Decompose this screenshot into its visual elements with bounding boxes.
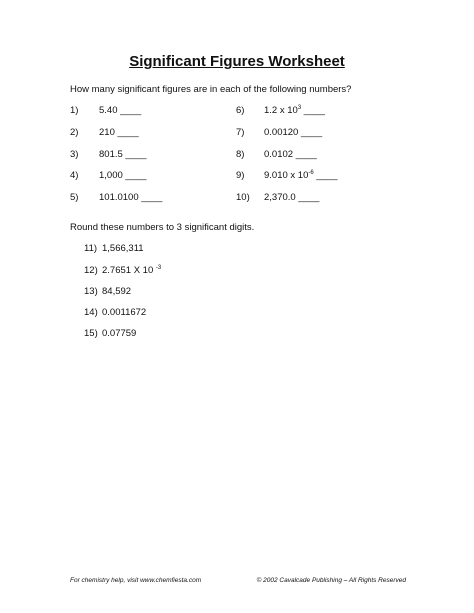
question-number: 12) bbox=[84, 265, 98, 276]
question-value: 0.0011672 bbox=[102, 307, 147, 318]
question-number: 11) bbox=[84, 243, 98, 254]
question-number: 7) bbox=[236, 127, 245, 138]
question-value: 0.07759 bbox=[102, 328, 137, 339]
question-value: 101.0100 ____ bbox=[99, 192, 163, 203]
question-number: 2) bbox=[70, 127, 79, 138]
section2-instruction: Round these numbers to 3 significant digits. bbox=[70, 222, 255, 233]
question-value: 2,370.0 ____ bbox=[264, 192, 320, 203]
question-value: 1.2 x $10^3$ ____ bbox=[264, 104, 325, 116]
question-value: 0.0102 ____ bbox=[264, 149, 317, 160]
question-value: 84,592 bbox=[102, 286, 132, 297]
exponent: -6 bbox=[308, 169, 314, 176]
footer-copyright-text: © 2002 Cavalcade Publishing – All Rights Reserved bbox=[256, 577, 406, 584]
question-number: 4) bbox=[70, 170, 79, 181]
exponent: 3 bbox=[297, 104, 302, 111]
question-number: 6) bbox=[236, 105, 245, 116]
question-value: 1,566,311 bbox=[102, 243, 144, 254]
question-number: 10) bbox=[236, 192, 250, 203]
section1-instruction: How many significant figures are in each of the following numbers? bbox=[70, 84, 352, 95]
footer-left-text: For chemistry help, visit www.chemfiesta.com bbox=[70, 577, 202, 584]
question-value: 801.5 ____ bbox=[99, 149, 147, 160]
question-value: 210 ____ bbox=[99, 127, 139, 138]
question-number: 1) bbox=[70, 105, 79, 116]
question-value: 5.40 ____ bbox=[99, 105, 142, 116]
question-number: 13) bbox=[84, 286, 98, 297]
question-number: 3) bbox=[70, 149, 79, 160]
page-title: Significant Figures Worksheet bbox=[129, 53, 345, 70]
question-value: 9.010 x $10^{-6}$ ____ bbox=[264, 169, 338, 181]
question-number: 5) bbox=[70, 192, 79, 203]
question-value: 0.00120 ____ bbox=[264, 127, 323, 138]
exponent: -3 bbox=[155, 264, 162, 271]
question-value: 2.7651 X 10 $^{-3}$ bbox=[102, 264, 162, 276]
question-number: 8) bbox=[236, 149, 245, 160]
question-number: 15) bbox=[84, 328, 98, 339]
question-number: 9) bbox=[236, 170, 245, 181]
question-value: 1,000 ____ bbox=[99, 170, 147, 181]
question-number: 14) bbox=[84, 307, 98, 318]
